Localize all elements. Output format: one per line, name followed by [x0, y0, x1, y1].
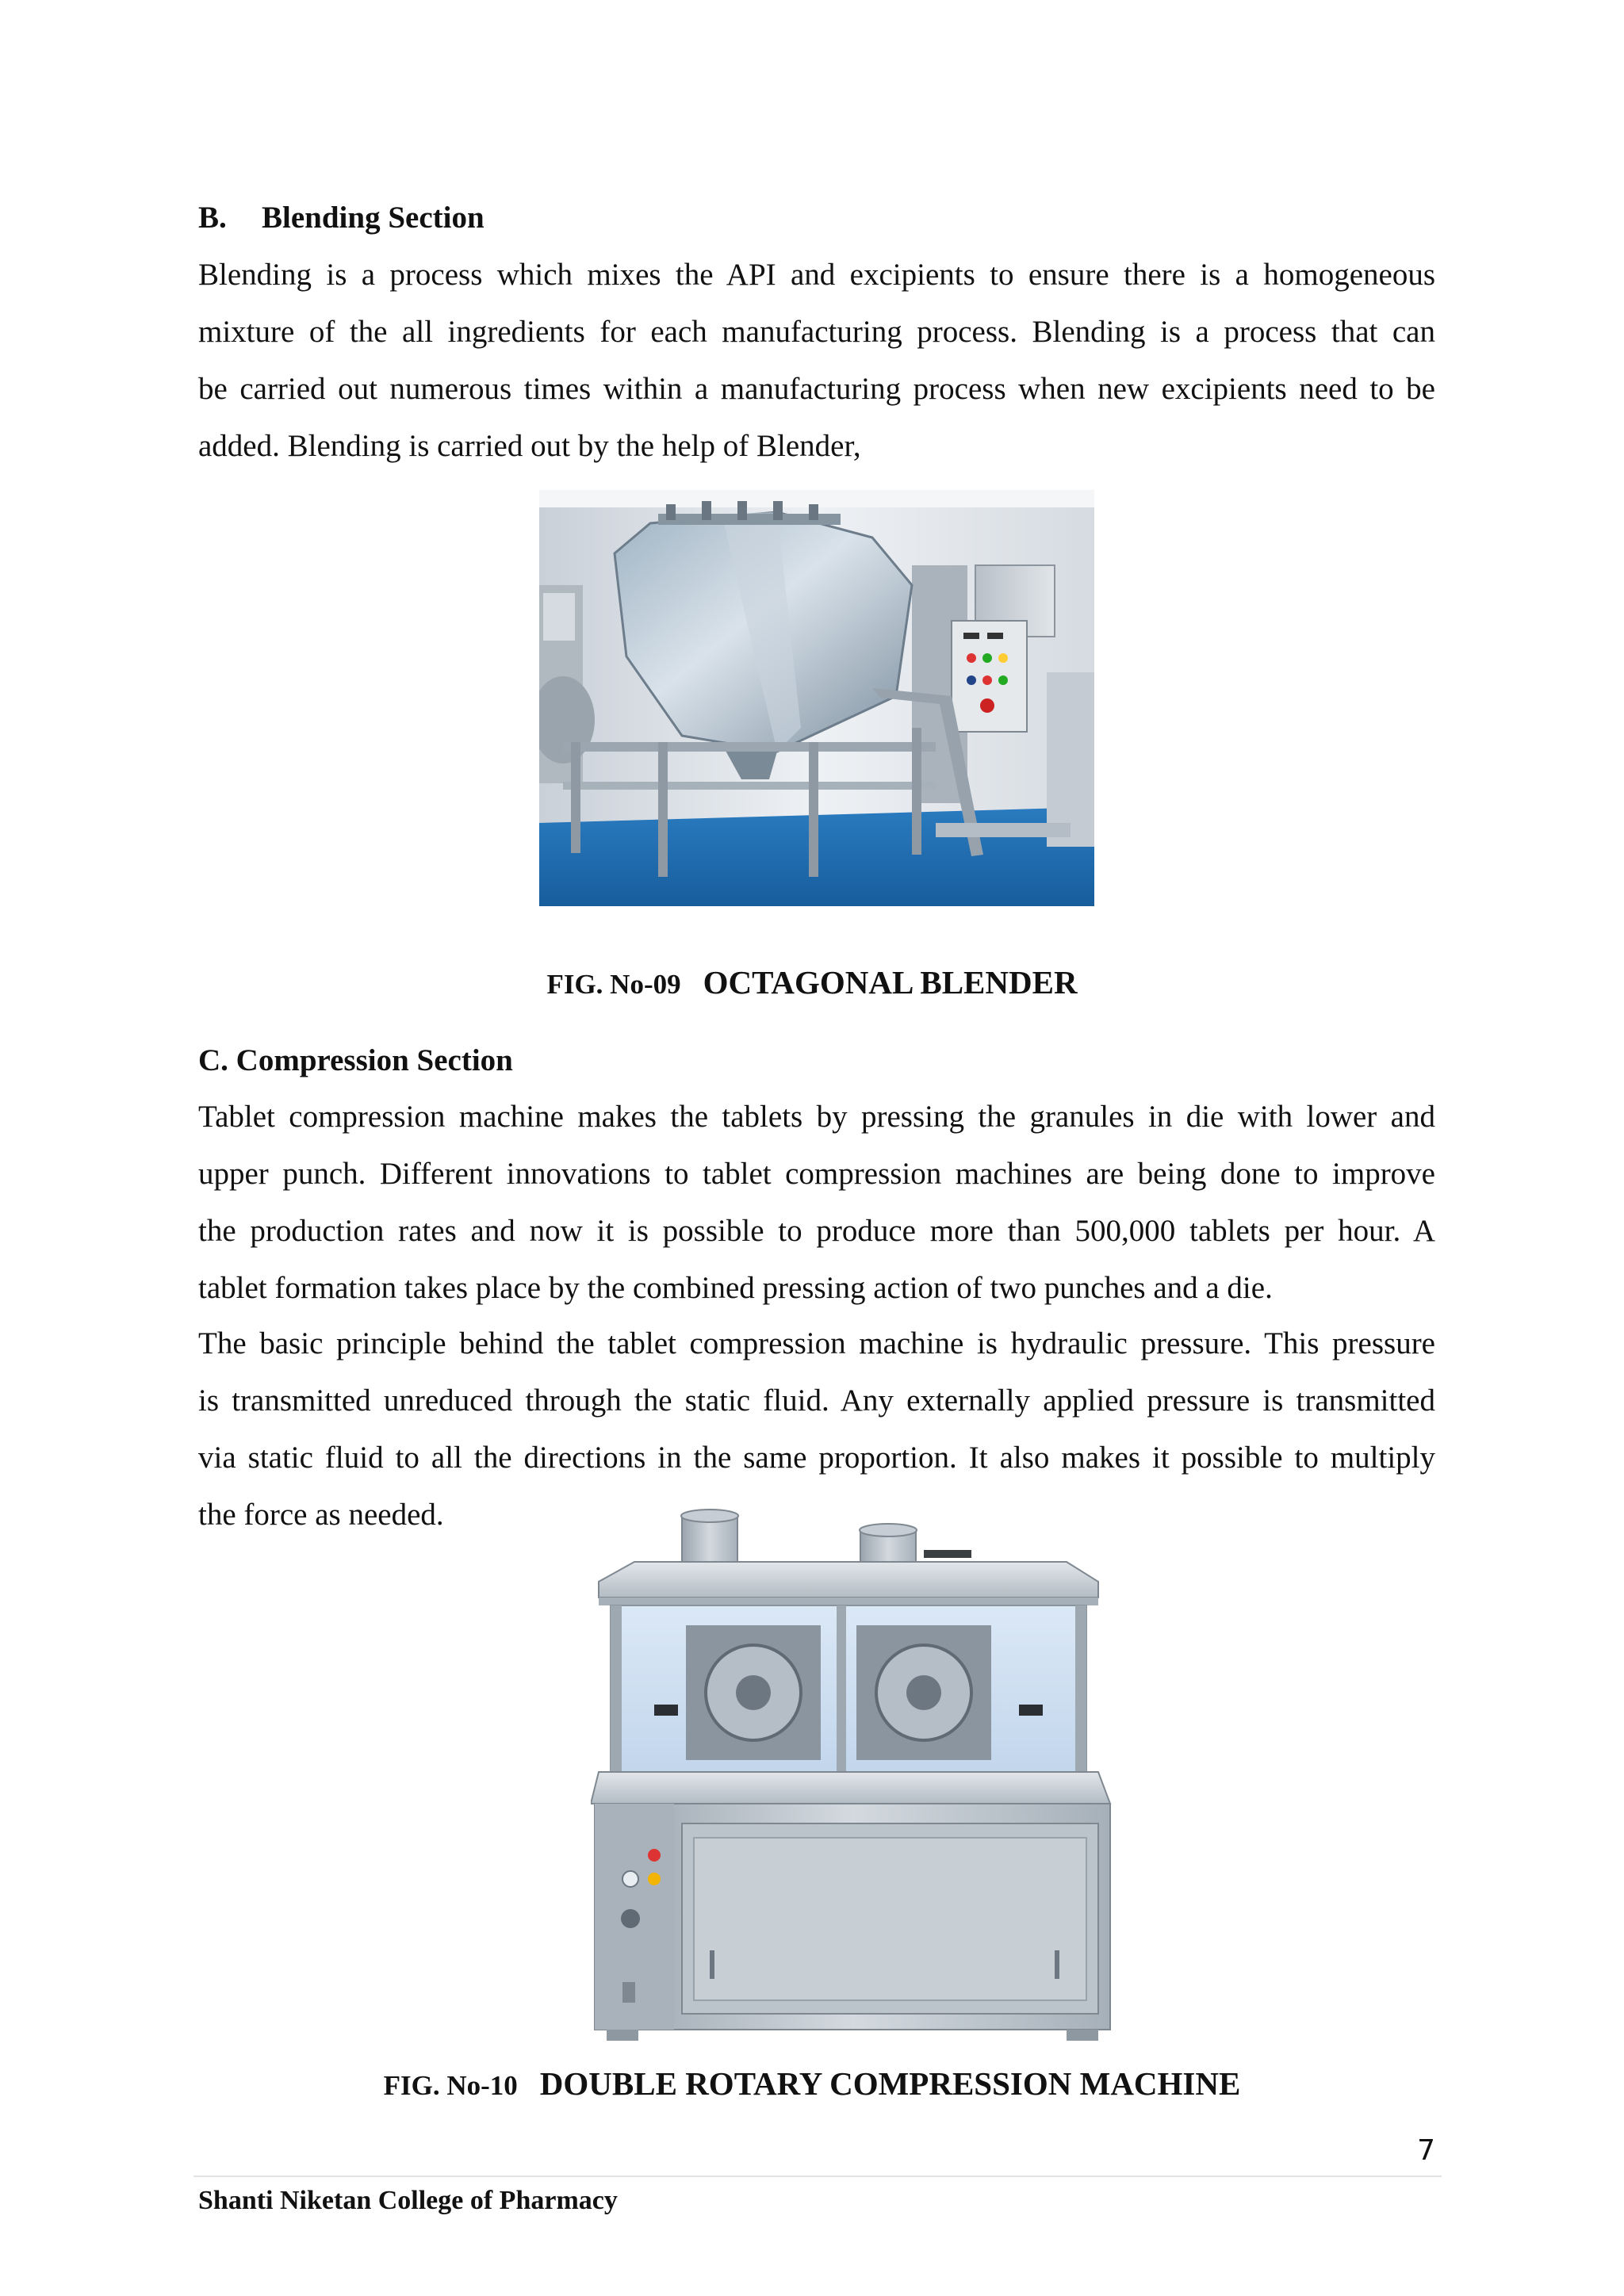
figure-10-title: DOUBLE ROTARY COMPRESSION MACHINE: [539, 2065, 1241, 2102]
paragraph-line: mixture of the all ingredients for each manufacturing process. Blending is a process that can: [198, 315, 1435, 349]
footer-divider: [193, 2175, 1442, 2177]
section-c-heading: C. Compression Section: [198, 1043, 513, 1077]
figure-10-caption: [0, 2064, 1624, 2103]
paragraph-line: tablet formation takes place by the combined pressing action of two punches and a die.: [198, 1271, 1273, 1305]
figure-9-title: OCTAGONAL BLENDER: [703, 964, 1078, 1001]
paragraph-line: Blending is a process which mixes the API and excipients to ensure there is a homogeneous: [198, 258, 1435, 292]
section-b-title: Blending Section: [262, 201, 485, 235]
page-number: 7: [1417, 2134, 1435, 2167]
compression-machine-photo: [591, 1506, 1114, 2045]
compression-machine-illustration: [591, 1506, 1114, 2045]
paragraph-line: is transmitted unreduced through the static fluid. Any externally applied pressure is transmitted: [198, 1383, 1435, 1418]
paragraph-line: added. Blending is carried out by the help of Blender,: [198, 429, 861, 463]
paragraph-line: be carried out numerous times within a manufacturing process when new excipients need to be: [198, 372, 1435, 406]
paragraph-line: The basic principle behind the tablet compression machine is hydraulic pressure. This pressure: [198, 1326, 1435, 1360]
paragraph-line: upper punch. Different innovations to tablet compression machines are being done to improve: [198, 1157, 1435, 1191]
figure-9-caption: [0, 963, 1624, 1001]
paragraph-line: the production rates and now it is possible to produce more than 500,000 tablets per hour. A: [198, 1214, 1435, 1248]
figure-9-number: FIG. No-09: [546, 969, 681, 1000]
section-c-paragraph-1: [198, 1089, 1435, 1317]
paragraph-line: the force as needed.: [198, 1498, 444, 1532]
paragraph-line: via static fluid to all the directions in the same proportion. It also makes it possible to multiply: [198, 1441, 1435, 1475]
paragraph-line: Tablet compression machine makes the tablets by pressing the granules in die with lower and: [198, 1100, 1435, 1134]
section-b-heading: [198, 199, 485, 237]
footer-institution: Shanti Niketan College of Pharmacy: [198, 2186, 618, 2215]
section-b-paragraph: [198, 247, 1435, 475]
octagonal-blender-illustration: [539, 490, 1094, 906]
octagonal-blender-photo: [539, 490, 1094, 906]
section-b-number: B.: [198, 201, 227, 235]
figure-10-number: FIG. No-10: [383, 2070, 518, 2101]
